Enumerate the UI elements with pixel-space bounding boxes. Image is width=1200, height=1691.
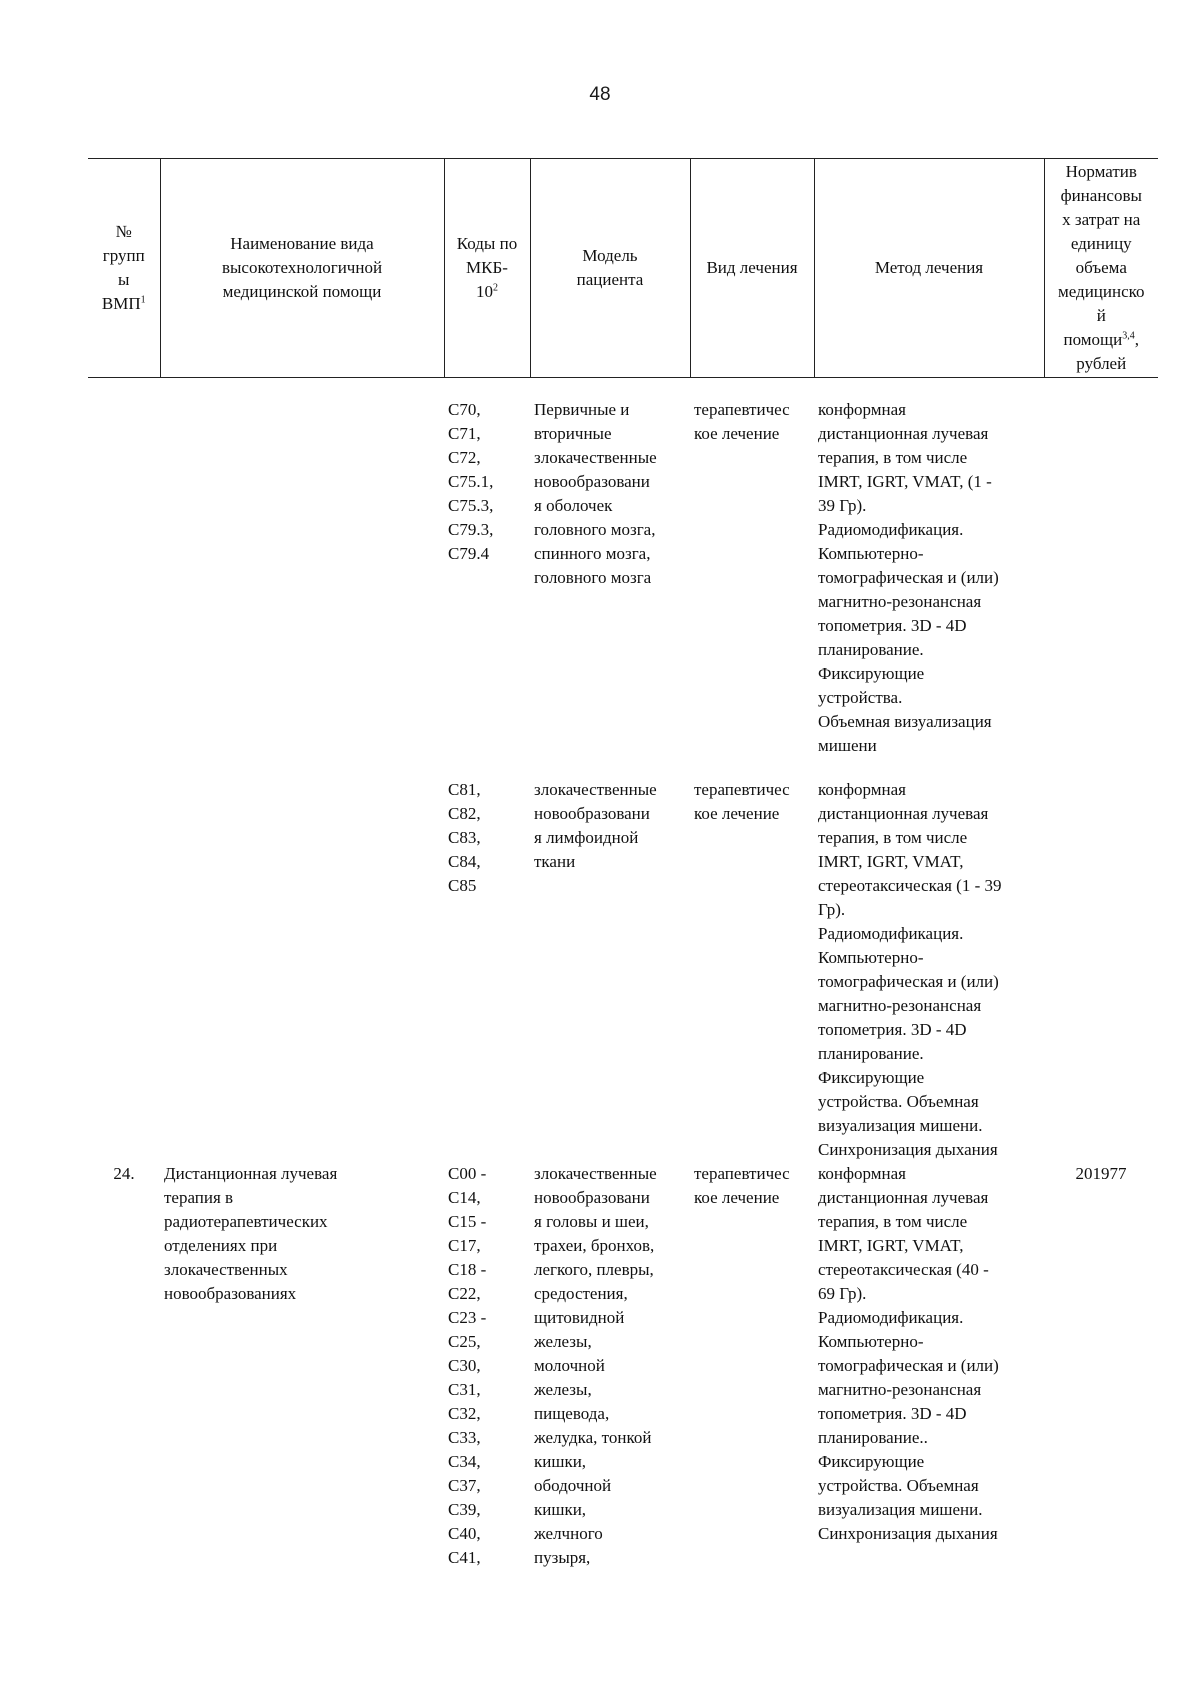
page-number: 48	[589, 84, 611, 105]
cell-patient-model: Первичные и вторичные злокачественные новообразовани я оболочек головного мозга, спинного мозга, головного мозга	[534, 400, 657, 587]
cell-cost	[1044, 378, 1158, 759]
cell-treatment-method: конформная дистанционная лучевая терапия, в том числе IMRT, IGRT, VMAT, стереотаксическая (1 - 39 Гр). Радиомодификация. Компьютерно- томографическая и (или) магнитно-резонансная топометрия. 3D - 4D планирование. Фиксирующие устройства. Объемная визуализация мишени. Синхронизация дыхания	[818, 780, 1002, 1159]
cell-treatment-method: конформная дистанционная лучевая терапия, в том числе IMRT, IGRT, VMAT, (1 - 39 Гр). Радиомодификация. Компьютерно- томографическая и (или) магнитно-резонансная топометрия. 3D - 4D планирование. Фиксирующие устройства. Объемная визуализация мишени	[818, 400, 999, 755]
cell-group-number: 24.	[113, 1164, 135, 1183]
cell-patient-model: злокачественные новообразовани я головы и шеи, трахеи, бронхов, легкого, плевры, средостения, щитовидной железы, молочной железы, пищевода, желудка, тонкой кишки, ободочной кишки, желчного пузыря,	[534, 1164, 657, 1567]
header-patient-model: Модель пациента	[530, 159, 690, 378]
cell-group-number	[88, 378, 160, 759]
header-treatment-method: Метод лечения	[814, 159, 1044, 378]
cell-cost	[1044, 758, 1158, 1162]
cell-icd-codes: C00 - C14, C15 - C17, C18 - C22, C23 - C25, C30, C31, C32, C33, C34, C37, C39, C40, C41,	[448, 1164, 487, 1567]
cell-group-number	[88, 758, 160, 1162]
table-header-row	[88, 159, 1158, 378]
cell-treatment-type: терапевтичес кое лечение	[694, 1164, 790, 1207]
cell-treatment-type: терапевтичес кое лечение	[694, 780, 790, 823]
cell-treatment-type: терапевтичес кое лечение	[694, 400, 790, 443]
cell-icd-codes: C70, C71, C72, C75.1, C75.3, C79.3, C79.4	[448, 400, 494, 563]
header-treatment-type: Вид лечения	[690, 159, 814, 378]
vmp-table	[88, 158, 1158, 1570]
header-cost-norm: Норматив финансовы х затрат на единицу объема медицинско й помощи$^{3,4}$, рублей	[1044, 159, 1158, 378]
cell-care-name	[160, 378, 444, 759]
cell-care-name	[160, 758, 444, 1162]
header-group-number: № групп ы ВМП$^1$	[88, 159, 160, 378]
table-row	[88, 758, 1158, 1162]
cell-treatment-method: конформная дистанционная лучевая терапия, в том числе IMRT, IGRT, VMAT, стереотаксическая (40 - 69 Гр). Радиомодификация. Компьютерно- томографическая и (или) магнитно-резонансная топометрия. 3D - 4D планирование.. Фиксирующие устройства. Объемная визуализация мишени. Синхронизация дыхания	[818, 1164, 999, 1543]
table-row	[88, 378, 1158, 759]
header-care-name: Наименование вида высокотехнологичной медицинской помощи	[160, 159, 444, 378]
header-icd-codes: Коды по МКБ- $10^2$	[444, 159, 530, 378]
cell-patient-model: злокачественные новообразовани я лимфоидной ткани	[534, 780, 657, 871]
cell-icd-codes: C81, C82, C83, C84, C85	[448, 780, 481, 895]
cell-care-name: Дистанционная лучевая терапия в радиотерапевтических отделениях при злокачественных новообразованиях	[164, 1164, 338, 1303]
table-row	[88, 1162, 1158, 1570]
cell-cost: 201977	[1075, 1164, 1127, 1183]
